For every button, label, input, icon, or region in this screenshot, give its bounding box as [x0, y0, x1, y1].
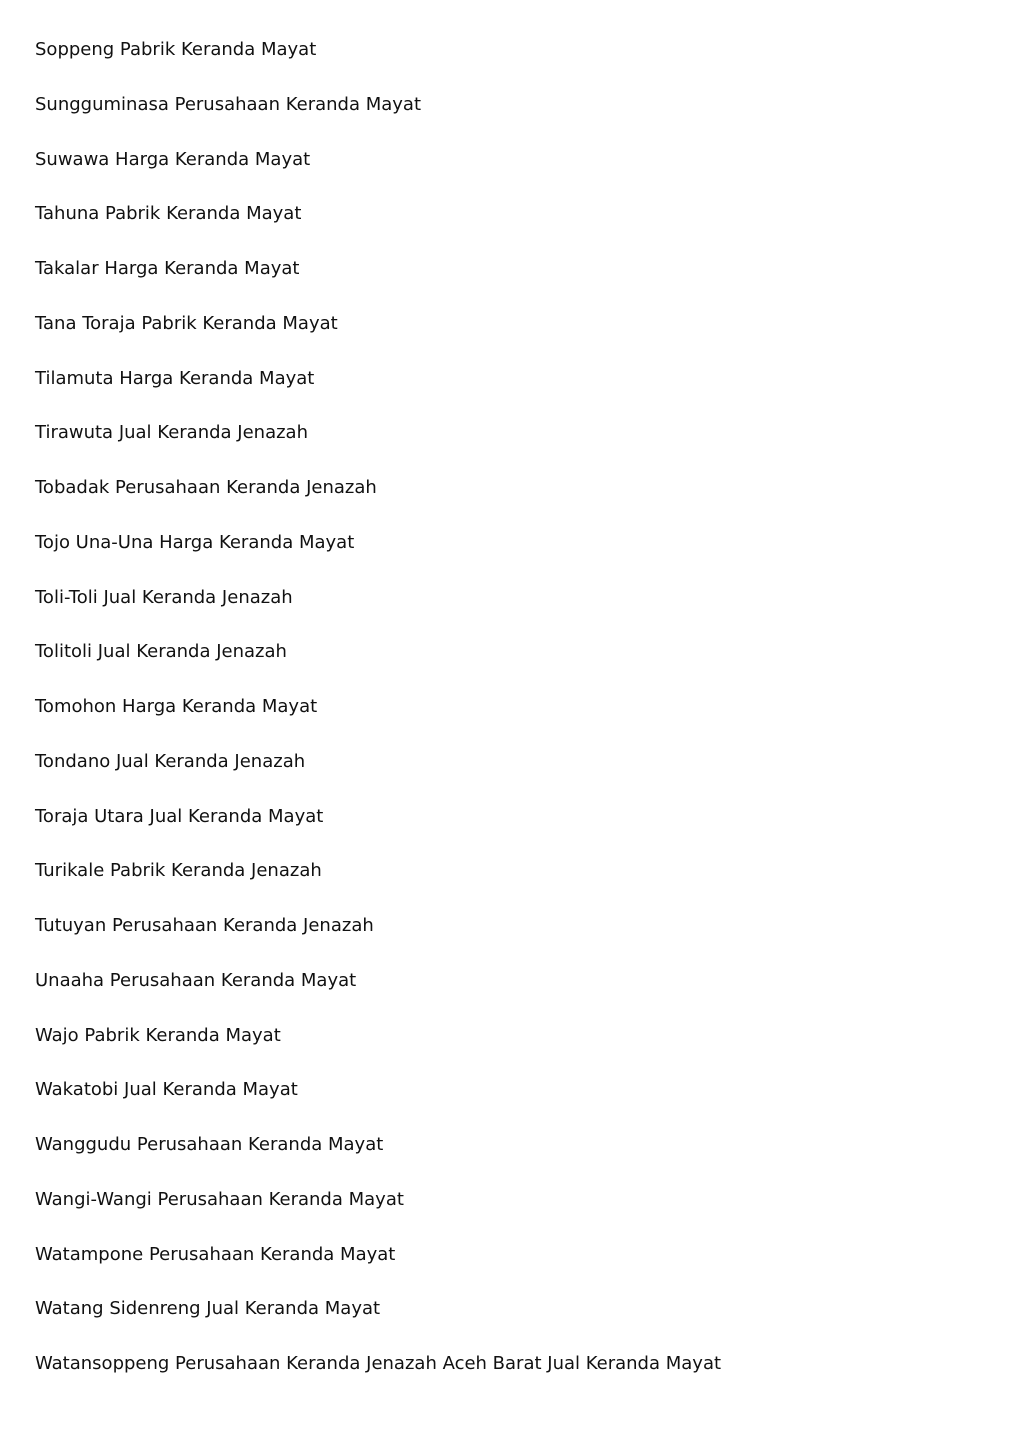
- list-item: Tirawuta Jual Keranda Jenazah: [35, 422, 308, 444]
- list-item: Watang Sidenreng Jual Keranda Mayat: [35, 1298, 381, 1320]
- list-item: Wanggudu Perusahaan Keranda Mayat: [35, 1134, 384, 1155]
- list-item: Toli-Toli Jual Keranda Jenazah: [35, 586, 293, 608]
- list-item: Unaaha Perusahaan Keranda Mayat: [35, 969, 357, 991]
- list-item: Tolitoli Jual Keranda Jenazah: [35, 641, 287, 663]
- list-item: Takalar Harga Keranda Mayat: [35, 258, 300, 279]
- list-item: Wajo Pabrik Keranda Mayat: [35, 1024, 281, 1046]
- list-item: Wangi-Wangi Perusahaan Keranda Mayat: [35, 1188, 404, 1210]
- list-item: Sungguminasa Perusahaan Keranda Mayat: [35, 93, 422, 115]
- list-item: Watampone Perusahaan Keranda Mayat: [35, 1243, 396, 1265]
- list-item: Tobadak Perusahaan Keranda Jenazah: [35, 477, 377, 498]
- list-item: Tojo Una-Una Harga Keranda Mayat: [35, 531, 355, 553]
- list-item: Tutuyan Perusahaan Keranda Jenazah: [35, 915, 374, 936]
- list-item: Tana Toraja Pabrik Keranda Mayat: [35, 312, 338, 334]
- list-item: Tilamuta Harga Keranda Mayat: [35, 367, 315, 389]
- location-list: [35, 36, 721, 1405]
- list-item: Toraja Utara Jual Keranda Mayat: [35, 805, 324, 827]
- list-item: Suwawa Harga Keranda Mayat: [35, 148, 311, 170]
- list-item: Tomohon Harga Keranda Mayat: [35, 696, 318, 717]
- list-item: Turikale Pabrik Keranda Jenazah: [35, 860, 322, 882]
- list-item: Tahuna Pabrik Keranda Mayat: [35, 203, 302, 225]
- list-item: Tondano Jual Keranda Jenazah: [35, 750, 306, 772]
- list-item: Wakatobi Jual Keranda Mayat: [35, 1079, 298, 1101]
- list-item: Watansoppeng Perusahaan Keranda Jenazah Aceh Barat Jual Keranda Mayat: [35, 1353, 722, 1374]
- list-item: Soppeng Pabrik Keranda Mayat: [35, 39, 317, 60]
